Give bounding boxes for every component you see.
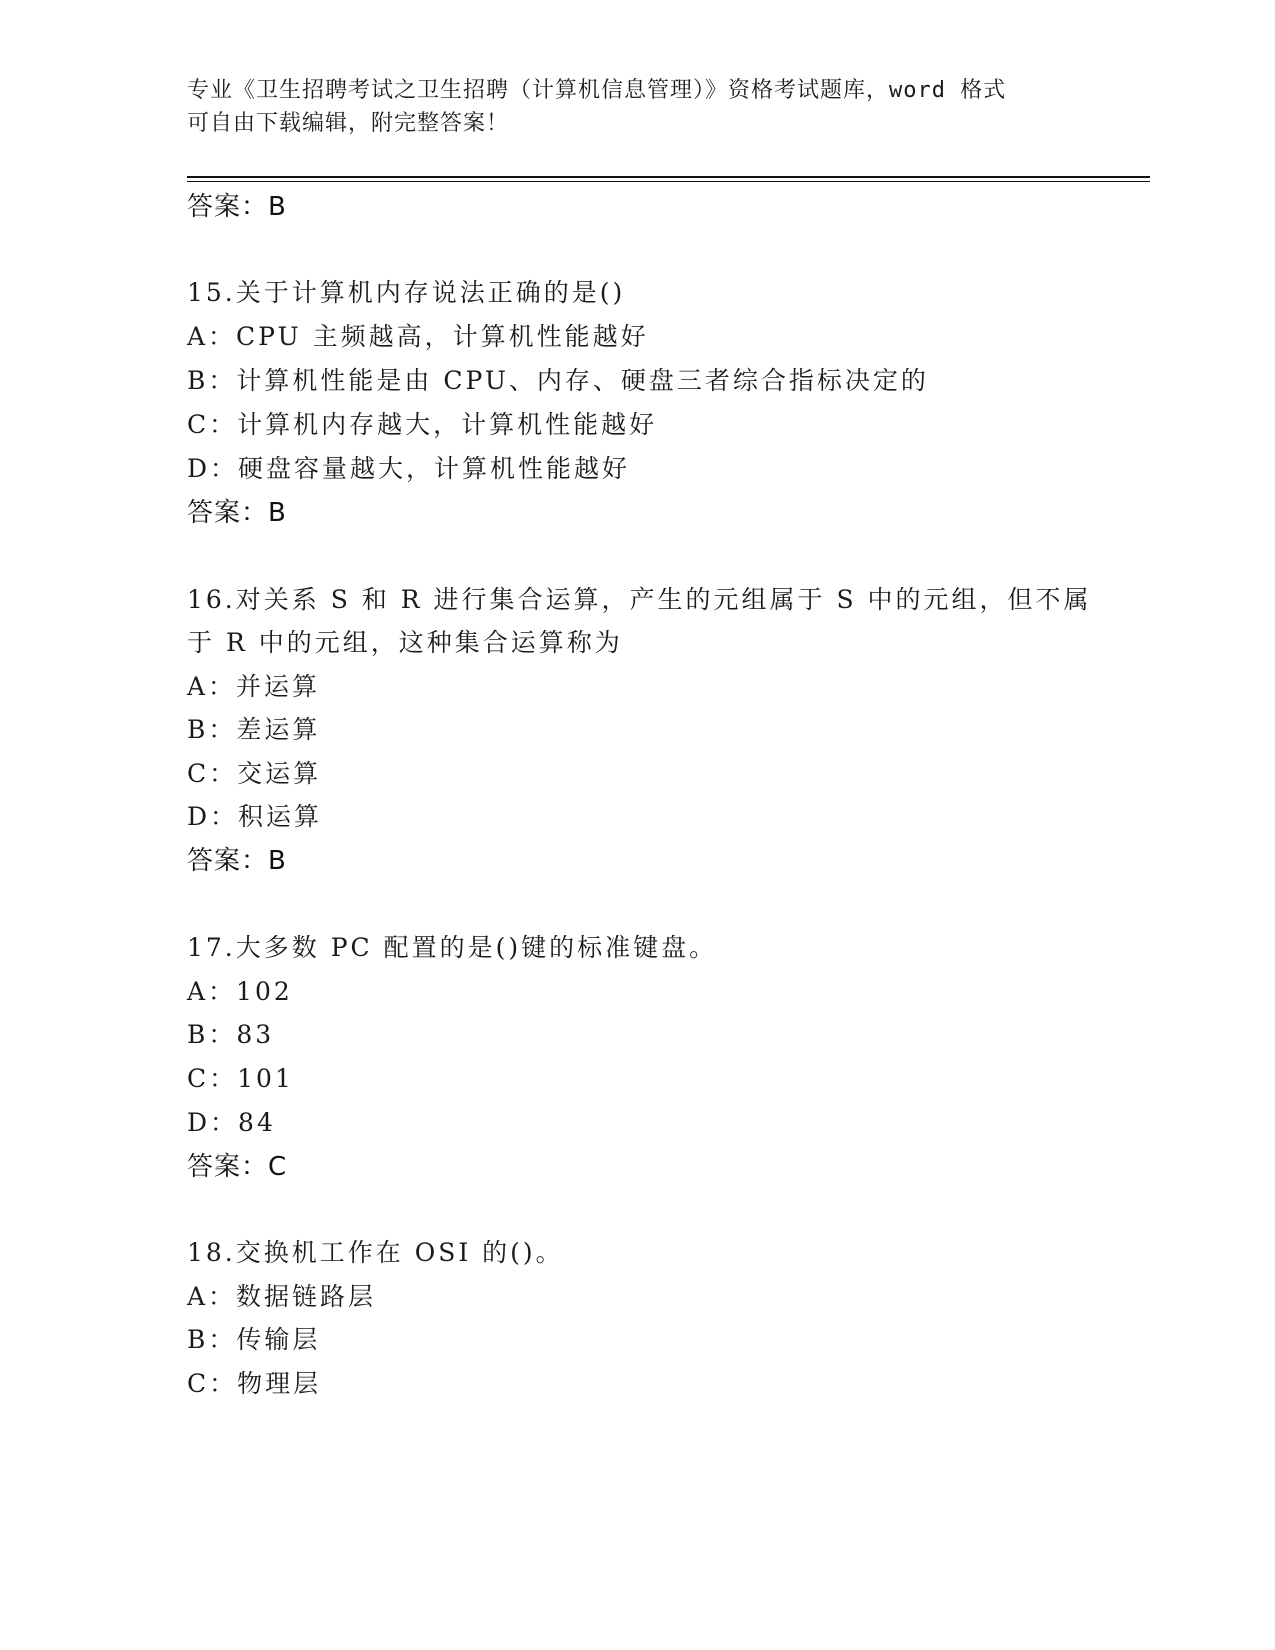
- question-16-option-c: C：交运算: [187, 759, 322, 788]
- question-18-stem: 18.交换机工作在 OSI 的()。: [187, 1238, 564, 1267]
- question-17-stem: 17.大多数 PC 配置的是()键的标准键盘。: [187, 933, 718, 962]
- header-divider-thin: [187, 181, 1150, 182]
- question-17-option-d: D：84: [187, 1108, 276, 1137]
- header-line-1: 专业《卫生招聘考试之卫生招聘（计算机信息管理）》资格考试题库，word 格式: [187, 78, 1007, 103]
- question-15-option-c: C：计算机内存越大，计算机性能越好: [187, 410, 658, 439]
- document-header: [187, 74, 1087, 140]
- question-17-option-a: A：102: [187, 977, 293, 1006]
- question-15-option-b: B：计算机性能是由 CPU、内存、硬盘三者综合指标决定的: [187, 366, 929, 395]
- question-16-answer: 答案：B: [187, 846, 287, 876]
- question-16-stem-line-2: 于 R 中的元组，这种集合运算称为: [187, 628, 623, 657]
- question-16-option-d: D：积运算: [187, 802, 323, 831]
- question-17-option-c: C：101: [187, 1064, 294, 1093]
- question-16-option-b: B：差运算: [187, 715, 321, 744]
- question-15-stem: 15.关于计算机内存说法正确的是(): [187, 278, 626, 307]
- question-16-stem-line-1: 16.对关系 S 和 R 进行集合运算，产生的元组属于 S 中的元组，但不属: [187, 585, 1092, 614]
- header-line-2: 可自由下载编辑，附完整答案！: [187, 111, 510, 136]
- question-17-answer: 答案：C: [187, 1152, 288, 1182]
- question-15-option-d: D：硬盘容量越大，计算机性能越好: [187, 454, 631, 483]
- question-18-option-b: B：传输层: [187, 1325, 321, 1354]
- question-15-answer: 答案：B: [187, 498, 287, 528]
- question-18-option-a: A：数据链路层: [187, 1282, 377, 1311]
- question-17-option-b: B：83: [187, 1020, 275, 1049]
- previous-answer: 答案：B: [187, 192, 287, 222]
- question-15-option-a: A：CPU 主频越高，计算机性能越好: [187, 322, 649, 351]
- question-16-option-a: A：并运算: [187, 672, 321, 701]
- header-divider-thick: [187, 176, 1150, 178]
- question-18-option-c: C：物理层: [187, 1369, 322, 1398]
